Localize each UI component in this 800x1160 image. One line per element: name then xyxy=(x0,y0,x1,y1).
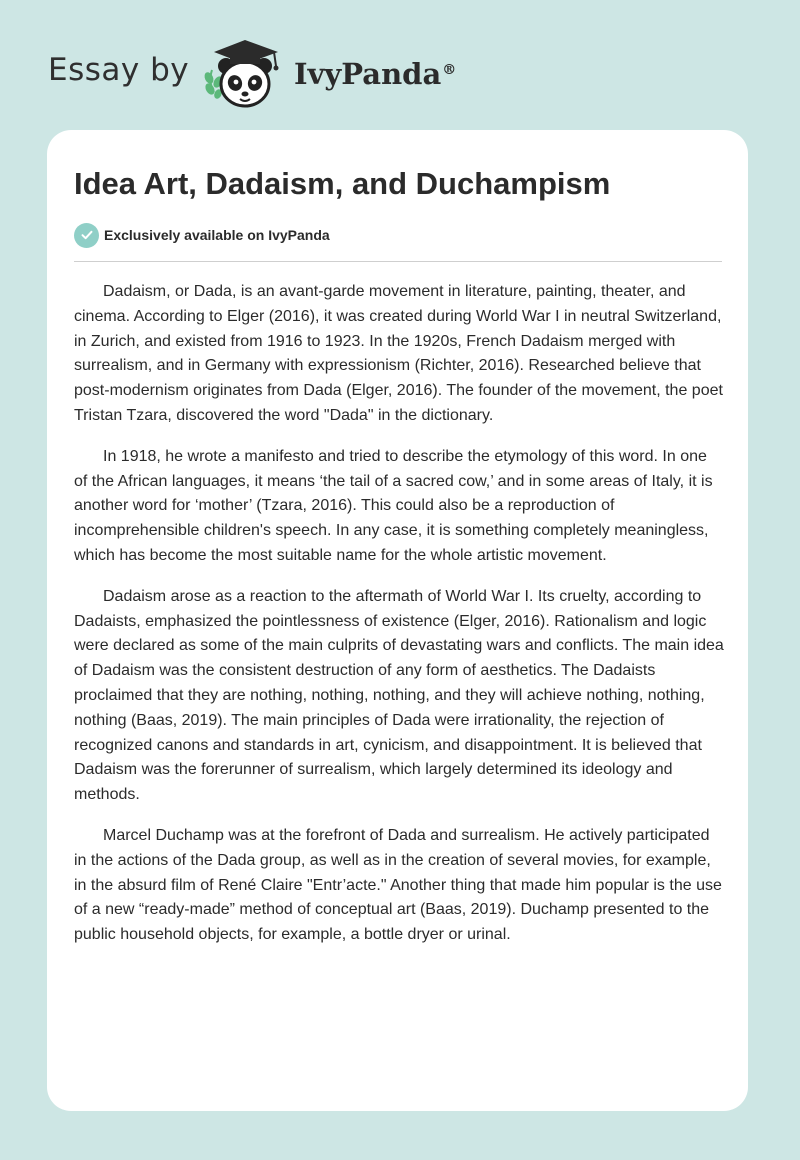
brand-name-text: IvyPanda xyxy=(294,57,442,91)
registered-mark: ® xyxy=(442,62,457,78)
exclusive-badge-label: Exclusively available on IvyPanda xyxy=(104,227,330,243)
essay-title: Idea Art, Dadaism, and Duchampism xyxy=(74,166,611,201)
check-circle-icon xyxy=(74,223,99,248)
panda-graduate-logo-icon[interactable] xyxy=(198,36,290,112)
brand-name[interactable] xyxy=(294,56,456,92)
site-header xyxy=(0,0,800,120)
essay-by-label: Essay by xyxy=(48,52,190,88)
paragraph: Dadaism arose as a reaction to the aftermath of World War I. Its cruelty, according to Dadaists, emphasized the pointlessness of existence (Elger, 2016). Rationalism and logic were declared as some of the main culprits of devastating wars and conflicts. The main idea of Dadaism was the consistent destruction of any form of aesthetics. The Dadaists proclaimed that they are nothing, nothing, nothing, and they will achieve nothing, nothing, nothing (Baas, 2019). The main principles of Dada were irrationality, the rejection of recognized canons and standards in art, cynicism, and disappointment. It is believed that Dadaism was the forerunner of surrealism, which largely determined its ideology and methods. xyxy=(74,587,724,804)
exclusive-badge xyxy=(74,222,330,248)
paragraph: Dadaism, or Dada, is an avant-garde movement in literature, painting, theater, and cinema. According to Elger (2016), it was created during World War I in neutral Switzerland, in Zurich, and existed from 1916 to 1923. In the 1920s, French Dadaism merged with surrealism, and in Germany with expressionism (Richter, 2016). Researched believe that post-modernism originates from Dada (Elger, 2016). The founder of the movement, the poet Tristan Tzara, discovered the word "Dada" in the dictionary. xyxy=(74,283,723,424)
paragraph: Marcel Duchamp was at the forefront of Dada and surrealism. He actively participated in the actions of the Dada group, as well as in the creation of several movies, for example, in the absurd film of René Claire "Entr’acte." Another thing that made him popular is the use of a new “ready-made” method of conceptual art (Baas, 2019). Duchamp presented to the public household objects, for example, a bottle dryer or urinal. xyxy=(74,826,722,944)
essay-body xyxy=(74,280,724,964)
title-divider xyxy=(74,261,722,262)
essay-card xyxy=(47,130,748,1111)
paragraph: In 1918, he wrote a manifesto and tried to describe the etymology of this word. In one of the African languages, it means ‘the tail of a sacred cow,’ and in some areas of Italy, it is another word for ‘mother’ (Tzara, 2016). This could also be a reproduction of incomprehensible children's speech. In any case, it is something completely meaningless, which has become the most suitable name for the whole artistic movement. xyxy=(74,447,713,564)
